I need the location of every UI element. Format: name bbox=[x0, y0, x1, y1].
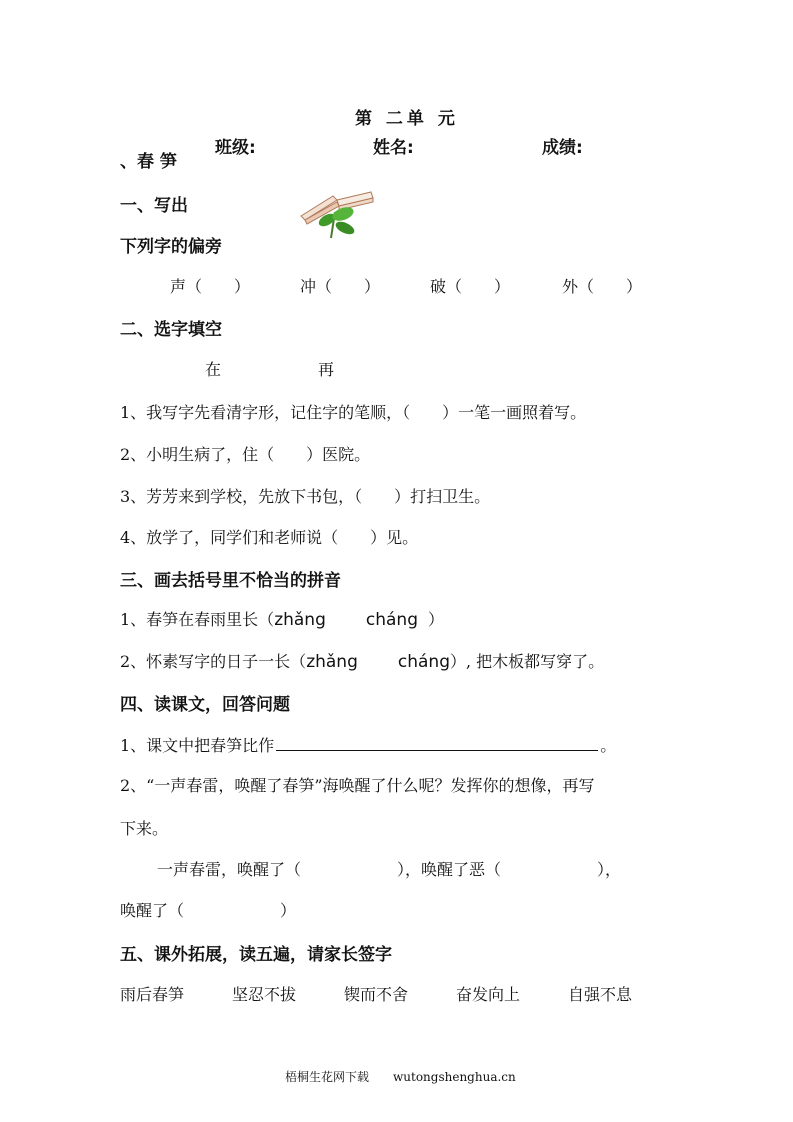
question-text: ）, 把木板都写穿了。 bbox=[449, 652, 605, 671]
question-text: 2、怀素写字的日子一长（ bbox=[120, 652, 307, 671]
question-text: 。 bbox=[600, 736, 617, 755]
score-label: 成绩: bbox=[542, 138, 583, 158]
footer-watermark: 梧桐生花网下载 wutongshenghua.cn bbox=[285, 1070, 516, 1084]
pinyin-option: cháng bbox=[397, 652, 450, 672]
idiom: 锲而不舍 bbox=[344, 985, 409, 1004]
pinyin-question-1 bbox=[120, 607, 444, 630]
question-text: ） bbox=[427, 610, 444, 629]
section1-heading-a: 一、写出 bbox=[120, 196, 188, 216]
class-label: 班级: bbox=[215, 138, 256, 158]
idiom: 自强不息 bbox=[568, 985, 633, 1004]
idiom: 坚忍不拔 bbox=[232, 985, 297, 1004]
radical-item: 声（ ） bbox=[170, 277, 251, 296]
imagine-question-line1: 2、“一声春雷，唤醒了春笋”海唤醒了什么呢？发挥你的想像，再写 bbox=[120, 776, 595, 795]
imagine-fill-line2: 唤醒了（ ） bbox=[120, 901, 297, 920]
imagine-fill-line1: 一声春雷，唤醒了（ ），唤醒了恶（ ）， bbox=[157, 860, 622, 879]
answer-blank-line[interactable] bbox=[276, 736, 598, 751]
section4-heading: 四、读课文，回答问题 bbox=[120, 695, 290, 715]
option-char: 再 bbox=[318, 360, 335, 379]
radical-item: 外（ ） bbox=[562, 277, 643, 296]
name-label: 姓名: bbox=[373, 138, 414, 158]
section2-heading: 二、选字填空 bbox=[120, 320, 222, 340]
pinyin-option: cháng bbox=[365, 610, 418, 630]
fill-question: 3、芳芳来到学校，先放下书包，（ ）打扫卫生。 bbox=[120, 487, 491, 506]
imagine-question-line2: 下来。 bbox=[120, 819, 169, 838]
compare-question bbox=[120, 733, 616, 756]
radical-item: 破（ ） bbox=[430, 277, 511, 296]
idiom: 雨后春笋 bbox=[120, 985, 185, 1004]
fill-question: 1、我写字先看清字形，记住字的笔顺，（ ）一笔一画照着写。 bbox=[120, 403, 587, 422]
pinyin-question-2 bbox=[120, 649, 604, 672]
page-title: 第 二单 元 bbox=[355, 109, 459, 129]
idiom: 奋发向上 bbox=[456, 985, 521, 1004]
pinyin-option: zhǎng bbox=[306, 652, 358, 672]
question-text: 1、课文中把春笋比作 bbox=[120, 736, 275, 755]
option-char: 在 bbox=[205, 360, 222, 379]
fill-question: 4、放学了，同学们和老师说（ ）见。 bbox=[120, 528, 419, 547]
question-text: 1、春笋在春雨里长（ bbox=[120, 610, 275, 629]
pinyin-option: zhǎng bbox=[274, 610, 326, 630]
lesson-title: 、春 笋 bbox=[120, 152, 177, 172]
radical-item: 冲（ ） bbox=[300, 277, 381, 296]
section3-heading: 三、画去括号里不恰当的拼音 bbox=[120, 571, 341, 591]
book-leaf-illustration bbox=[297, 190, 377, 242]
section1-heading-b: 下列字的偏旁 bbox=[120, 237, 222, 257]
section5-heading: 五、课外拓展，读五遍，请家长签字 bbox=[120, 945, 392, 965]
fill-question: 2、小明生病了，住（ ）医院。 bbox=[120, 445, 371, 464]
